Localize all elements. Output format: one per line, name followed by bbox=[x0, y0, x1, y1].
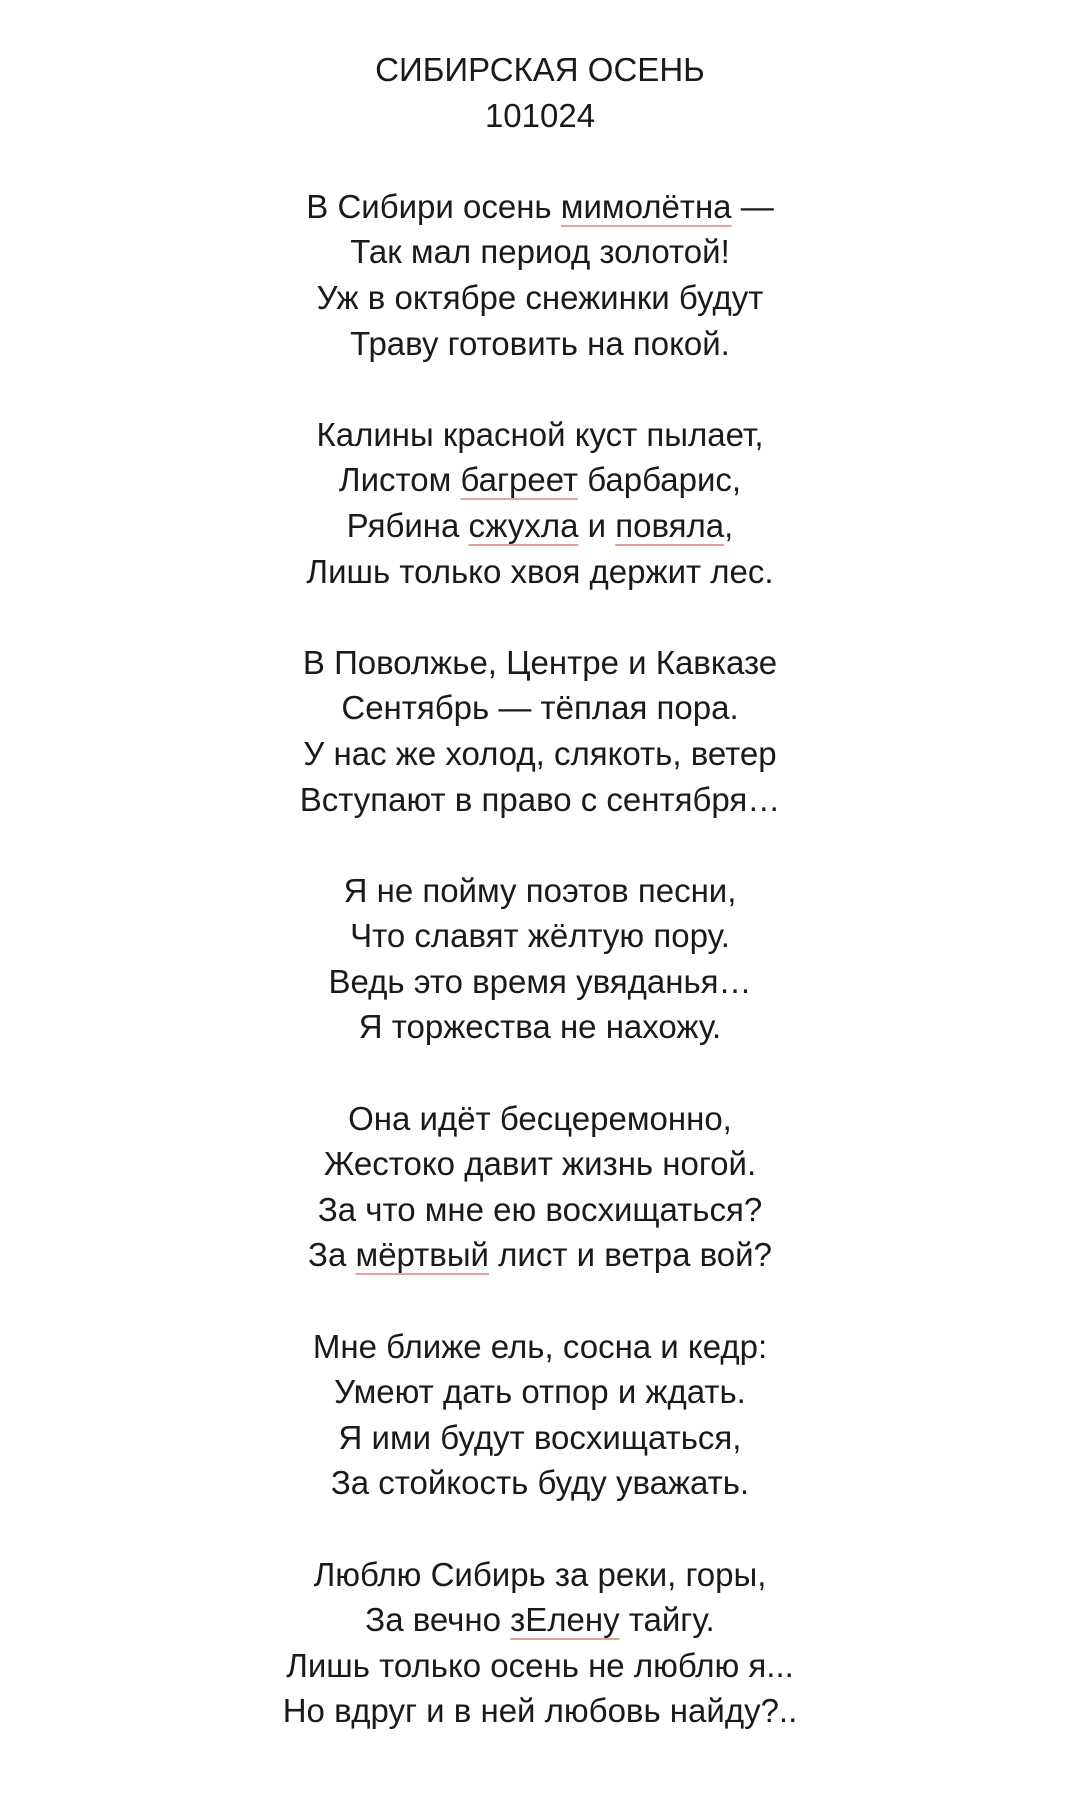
stanza bbox=[0, 1324, 1080, 1506]
line-text: — bbox=[731, 187, 774, 225]
line-text: За bbox=[308, 1236, 356, 1274]
line-text: Так мал период золотой! bbox=[350, 233, 730, 271]
poem-line bbox=[0, 1324, 1080, 1370]
line-text: барбарис, bbox=[578, 461, 742, 499]
poem-line bbox=[0, 275, 1080, 321]
line-text: Калины красной куст пылает, bbox=[316, 415, 764, 453]
underlined-word: багреет bbox=[460, 461, 579, 499]
underlined-word: зЕлену bbox=[510, 1601, 620, 1639]
line-text: Умеют дать отпор и ждать. bbox=[334, 1373, 746, 1411]
poem-line bbox=[0, 1187, 1080, 1233]
poem-line bbox=[0, 184, 1080, 230]
line-text: Ведь это время увяданья… bbox=[328, 962, 752, 1000]
poem-line bbox=[0, 1415, 1080, 1461]
underlined-word: мёртвый bbox=[355, 1236, 489, 1274]
line-text: Траву готовить на покой. bbox=[350, 324, 730, 362]
line-text: и bbox=[578, 506, 616, 544]
poem-line bbox=[0, 1232, 1080, 1278]
line-text: Я ими будут восхищаться, bbox=[338, 1418, 742, 1456]
line-text: Я не пойму поэтов песни, bbox=[343, 871, 737, 909]
line-text: В Сибири осень bbox=[306, 187, 561, 225]
line-text: Я торжества не нахожу. bbox=[358, 1008, 722, 1046]
stanza bbox=[0, 1096, 1080, 1278]
line-text: Лишь только хвоя держит лес. bbox=[306, 552, 774, 590]
poem-line bbox=[0, 913, 1080, 959]
line-text: Рябина bbox=[346, 506, 469, 544]
stanza bbox=[0, 640, 1080, 822]
poem-line bbox=[0, 1688, 1080, 1734]
line-text: Вступают в право с сентября… bbox=[299, 780, 781, 818]
poem-title: СИБИРСКАЯ ОСЕНЬ bbox=[375, 51, 705, 88]
poem-line bbox=[0, 685, 1080, 731]
line-text: За вечно bbox=[365, 1601, 511, 1639]
line-text: Но вдруг и в ней любовь найду?.. bbox=[282, 1692, 798, 1730]
poem-line bbox=[0, 1597, 1080, 1643]
poem-line bbox=[0, 229, 1080, 275]
line-text: лист и ветра вой? bbox=[488, 1236, 772, 1274]
stanza bbox=[0, 868, 1080, 1050]
poem-line bbox=[0, 503, 1080, 549]
poem-line bbox=[0, 549, 1080, 595]
poem-line bbox=[0, 321, 1080, 367]
poem-line bbox=[0, 868, 1080, 914]
line-text: Люблю Сибирь за реки, горы, bbox=[313, 1555, 767, 1593]
poem-line bbox=[0, 1096, 1080, 1142]
poem-body bbox=[0, 184, 1080, 1734]
poem-line bbox=[0, 731, 1080, 777]
line-text: тайгу. bbox=[619, 1601, 715, 1639]
line-text: За что мне ею восхищаться? bbox=[317, 1190, 763, 1228]
poem-line bbox=[0, 959, 1080, 1005]
underlined-word: мимолётна bbox=[560, 187, 732, 225]
poem-line bbox=[0, 1460, 1080, 1506]
line-text: Листом bbox=[338, 461, 461, 499]
line-text: Сентябрь — тёплая пора. bbox=[341, 689, 739, 727]
line-text: , bbox=[724, 506, 734, 544]
line-text: За стойкость буду уважать. bbox=[330, 1464, 750, 1502]
line-text: Что славят жёлтую пору. bbox=[350, 917, 730, 955]
underlined-word: повяла bbox=[615, 506, 725, 544]
poem-line bbox=[0, 1369, 1080, 1415]
line-text: Мне ближе ель, сосна и кедр: bbox=[312, 1327, 768, 1365]
poem-date: 101024 bbox=[484, 96, 596, 134]
poem-line bbox=[0, 1141, 1080, 1187]
line-text: У нас же холод, слякоть, ветер bbox=[303, 734, 777, 772]
stanza bbox=[0, 412, 1080, 594]
poem-line bbox=[0, 412, 1080, 458]
poem-line bbox=[0, 1552, 1080, 1598]
line-text: Жестоко давит жизнь ногой. bbox=[323, 1145, 757, 1183]
poem-header bbox=[0, 47, 1080, 138]
line-text: В Поволжье, Центре и Кавказе bbox=[302, 643, 778, 681]
underlined-word: сжухла bbox=[468, 506, 579, 544]
line-text: Она идёт бесцеремонно, bbox=[348, 1099, 732, 1137]
poem-line bbox=[0, 1004, 1080, 1050]
poem-line bbox=[0, 777, 1080, 823]
poem-line bbox=[0, 457, 1080, 503]
line-text: Лишь только осень не люблю я... bbox=[286, 1646, 794, 1684]
stanza bbox=[0, 184, 1080, 366]
stanza bbox=[0, 1552, 1080, 1734]
poem-line bbox=[0, 640, 1080, 686]
poem-line bbox=[0, 1643, 1080, 1689]
line-text: Уж в октябре снежинки будут bbox=[316, 278, 764, 316]
